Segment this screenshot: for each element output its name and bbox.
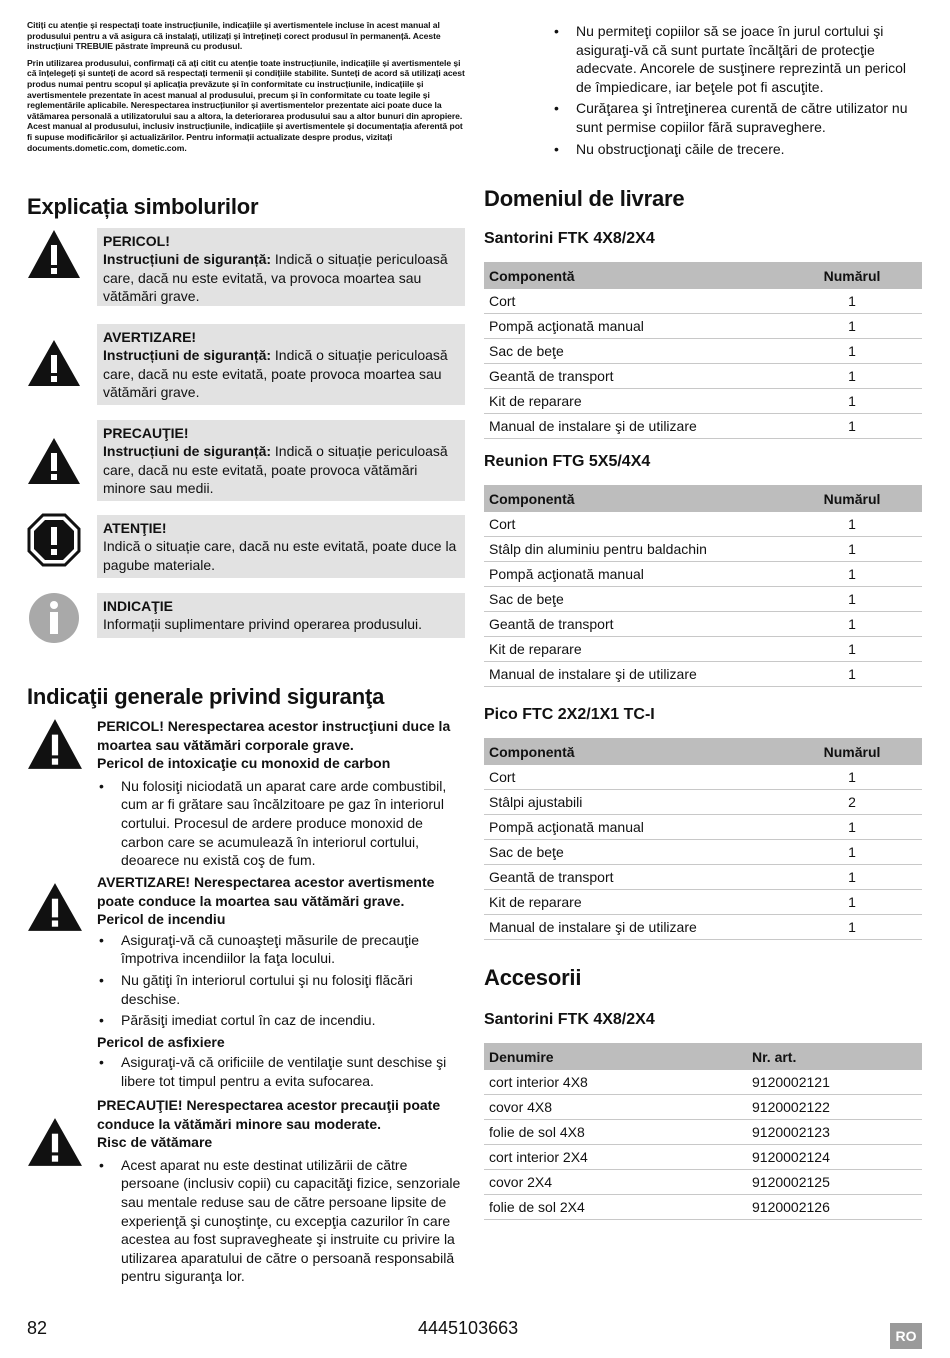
table-row [484,765,922,790]
page-number: 82 [27,1318,48,1338]
delivery-group-title: Reunion FTG 5X5/4X4 [484,453,651,470]
cell-component: Kit de reparare [484,637,782,662]
safety-subheading: Pericol de incendiu [97,911,226,928]
warning-icon [27,336,81,390]
table-row [484,339,922,364]
caution-icon [27,434,81,488]
cell-number: 1 [782,314,922,339]
safety-bullets-continued [552,22,922,158]
symbol-title: PRECAUŢIE! [103,425,189,441]
cell-number: 1 [782,414,922,439]
symbols-heading: Explicația simbolurilor [27,194,259,219]
bullet-item: • Nu gătiţi în interiorul cortului şi nu folosiţi flăcări deschise. [97,971,465,1008]
table-row [484,389,922,414]
notice-octagon-icon [27,513,81,567]
danger-icon [27,717,83,773]
table-row [484,314,922,339]
table-row [484,890,922,915]
safety-subheading: Pericol de asfixiere [97,1033,225,1050]
delivery-heading: Domeniul de livrare [484,186,685,211]
cell-component: Stâlp din aluminiu pentru baldachin [484,537,782,562]
bullet-item: • Nu obstrucţionaţi căile de trecere. [552,140,922,159]
delivery-group-title: Santorini FTK 4X8/2X4 [484,230,655,247]
right-column [484,20,922,1215]
accessories-group-title: Santorini FTK 4X8/2X4 [484,1011,655,1028]
cell-number: 1 [782,289,922,314]
table-row [484,790,922,815]
cell-name: cort interior 2X4 [484,1145,747,1170]
table-row [484,364,922,389]
symbol-text: Indică o situație periculoasă care, dacă nu este evitată, poate provoca moartea sau vătămări grave. [103,347,448,401]
cell-art: 9120002125 [747,1170,922,1195]
symbol-text: Indică o situație periculoasă care, dacă nu este evitată, va provoca moartea sau vătămări grave. [103,251,448,305]
cell-number: 1 [782,612,922,637]
caution-icon [27,1114,83,1170]
delivery-table-reunion [484,485,922,687]
bullet-item: • Acest aparat nu este destinat utilizării de către persoane (inclusiv copii) cu capacităţi fizice, senzoriale sau mentale reduse sau de către persoane lipsite de experienţă şi cunoştinţe, cu excepţia cazurilor în care acestea au fost supravegheate şi instruite cu privire la utilizarea aparatului de către o persoană responsabilă pentru siguranţa lor. [97,1156,465,1286]
table-row [484,915,922,940]
col-component: Componentă [484,738,782,765]
table-row [484,1095,922,1120]
table-row [484,1195,922,1220]
cell-component: Cort [484,765,782,790]
cell-component: Geantă de transport [484,364,782,389]
cell-number: 1 [782,637,922,662]
table-row [484,587,922,612]
cell-component: Geantă de transport [484,612,782,637]
table-row [484,1170,922,1195]
document-number: 4445103663 [418,1318,519,1338]
cell-art: 9120002122 [747,1095,922,1120]
table-row [484,289,922,314]
table-row [484,537,922,562]
general-safety-heading: Indicaţii generale privind siguranţa [27,684,385,709]
symbol-text: Indică o situație care, dacă nu este evitată, poate duce la pagube materiale. [103,538,457,573]
cell-component: Kit de reparare [484,890,782,915]
cell-component: Manual de instalare şi de utilizare [484,662,782,687]
table-row [484,637,922,662]
col-component: Componentă [484,262,782,289]
safety-headline: PRECAUŢIE! Nerespectarea acestor precauţii poate conduce la vătămări minore sau moderate. [97,1097,441,1132]
delivery-table-santorini [484,262,922,439]
cell-number: 1 [782,364,922,389]
safety-label: Instrucțiuni de siguranță: [103,251,272,268]
symbol-title: INDICAŢIE [103,598,173,614]
cell-component: Pompă acţionată manual [484,562,782,587]
delivery-table-pico [484,738,922,940]
safety-warning-block [27,873,465,1094]
cell-number: 2 [782,790,922,815]
cell-art: 9120002123 [747,1120,922,1145]
delivery-group-title: Pico FTC 2X2/1X1 TC-I [484,706,655,723]
cell-number: 1 [782,512,922,537]
accessories-table [484,1043,922,1220]
cell-component: Kit de reparare [484,389,782,414]
safety-subheading: Pericol de intoxicaţie cu monoxid de carbon [97,755,391,772]
cell-number: 1 [782,587,922,612]
bullet-item: • Asiguraţi-vă că orificiile de ventilaţie sunt deschise şi libere tot timpul pentru a evita sufocarea. [97,1053,465,1090]
info-icon [27,591,81,645]
symbol-text: Indică o situație periculoasă care, dacă nu este evitată, poate provoca vătămări minore sau medii. [103,443,448,497]
table-row [484,512,922,537]
col-art: Nr. art. [747,1043,922,1070]
cell-component: Sac de beţe [484,587,782,612]
cell-number: 1 [782,562,922,587]
safety-headline: PERICOL! Nerespectarea acestor instrucţiuni duce la moartea sau vătămări corporale grave. [97,718,451,753]
cell-component: Pompă acţionată manual [484,314,782,339]
table-row [484,414,922,439]
cell-number: 1 [782,890,922,915]
cell-number: 1 [782,765,922,790]
table-row [484,662,922,687]
danger-warning-icon [27,228,81,282]
intro-text [27,20,465,153]
safety-label: Instrucțiuni de siguranță: [103,443,272,460]
intro-paragraph-2: Prin utilizarea produsului, confirmați că ați citit cu atenție toate instrucțiunile, indicațiile și avertismentele și că înțelegeți și sunteți de acord să respectați termenii și condițiile stabilite. Sunteți de acord să utilizați acest produs numai pentru scopul și aplicația prevăzute și în conformitate cu instrucțiunile, indicațiile și avertismentele prezentate în acest manual al produsului, precum și în conformitate cu toate legile și reglementările aplicabile. Nerespectarea instrucțiunilor și avertismentelor prezentate aici poate duce la vătămarea personală a utilizatorului sau a altora, la deteriorarea produsului sau a altor bunuri din apropiere. Acest manual al produsului, inclusiv instrucțiunile, indicațiile și avertismentele și documentația aferentă pot fi supuse modificărilor și actualizărilor. Pentru informații actualizate despre produs, vizitați documents.dometic.com, dometic.com. [27,57,465,153]
table-row [484,1070,922,1095]
cell-component: Sac de beţe [484,840,782,865]
table-row [484,840,922,865]
bullet-item: • Curăţarea şi întreţinerea curentă de către utilizator nu sunt permise copiilor fără supraveghere. [552,99,922,136]
symbol-title: ATENŢIE! [103,520,167,536]
cell-component: Cort [484,289,782,314]
col-number: Numărul [782,262,922,289]
cell-component: Cort [484,512,782,537]
table-row [484,815,922,840]
cell-component: Manual de instalare şi de utilizare [484,414,782,439]
cell-art: 9120002124 [747,1145,922,1170]
bullet-item: • Nu permiteţi copiilor să se joace în jurul cortului şi asiguraţi-vă că sunt purtate încălţări de protecţie adecvate. Ancorele de susţinere reprezintă un pericol de împiedicare, iar beţele pot fi ascuţite. [552,22,922,96]
intro-paragraph-1: Citiți cu atenție și respectați toate instrucțiunile, indicațiile și avertismentele incluse în acest manual al produsului pentru a vă asigura că instalați, utilizați și întrețineți corect produsul în permanență. Aceste instrucțiuni TREBUIE păstrate împreună cu produsul. [27,20,441,52]
language-badge: RO [890,1323,922,1349]
cell-name: covor 2X4 [484,1170,747,1195]
cell-number: 1 [782,389,922,414]
cell-art: 9120002126 [747,1195,922,1220]
safety-label: Instrucțiuni de siguranță: [103,347,272,364]
bullet-item: • Asiguraţi-vă că cunoaşteţi măsurile de precauţie împotriva incendiilor la faţa locului. [97,931,465,968]
symbol-title: AVERTIZARE! [103,329,197,345]
table-row [484,1145,922,1170]
cell-component: Geantă de transport [484,865,782,890]
cell-art: 9120002121 [747,1070,922,1095]
cell-number: 1 [782,339,922,364]
cell-component: Manual de instalare şi de utilizare [484,915,782,940]
col-number: Numărul [782,485,922,512]
cell-name: covor 4X8 [484,1095,747,1120]
left-column [27,20,465,1285]
col-component: Componentă [484,485,782,512]
accessories-heading: Accesorii [484,965,582,990]
cell-number: 1 [782,662,922,687]
cell-name: cort interior 4X8 [484,1070,747,1095]
cell-component: Stâlpi ajustabili [484,790,782,815]
cell-name: folie de sol 4X8 [484,1120,747,1145]
table-row [484,1120,922,1145]
cell-component: Pompă acţionată manual [484,815,782,840]
cell-number: 1 [782,840,922,865]
cell-number: 1 [782,815,922,840]
col-number: Numărul [782,738,922,765]
warning-icon [27,879,83,935]
safety-danger-block [27,717,465,873]
cell-component: Sac de beţe [484,339,782,364]
table-row [484,612,922,637]
table-row [484,865,922,890]
col-name: Denumire [484,1043,747,1070]
cell-number: 1 [782,865,922,890]
cell-number: 1 [782,537,922,562]
bullet-item: • Nu folosiţi niciodată un aparat care arde combustibil, cum ar fi grătare sau încălzitoare pe gaz în interiorul cortului. Procesul de ardere produce monoxid de carbon care se acumulează în interiorul cortului, deoarece nu există coş de fum. [97,777,465,870]
cell-number: 1 [782,915,922,940]
safety-subheading: Risc de vătămare [97,1134,213,1151]
cell-name: folie de sol 2X4 [484,1195,747,1220]
symbol-text: Informații suplimentare privind operarea produsului. [103,616,423,633]
bullet-item: • Părăsiţi imediat cortul în caz de incendiu. [97,1011,465,1030]
safety-headline: AVERTIZARE! Nerespectarea acestor avertismente poate conduce la moartea sau vătămări grave. [97,874,435,909]
safety-caution-block [27,1096,465,1289]
table-row [484,562,922,587]
symbol-title: PERICOL! [103,233,170,249]
